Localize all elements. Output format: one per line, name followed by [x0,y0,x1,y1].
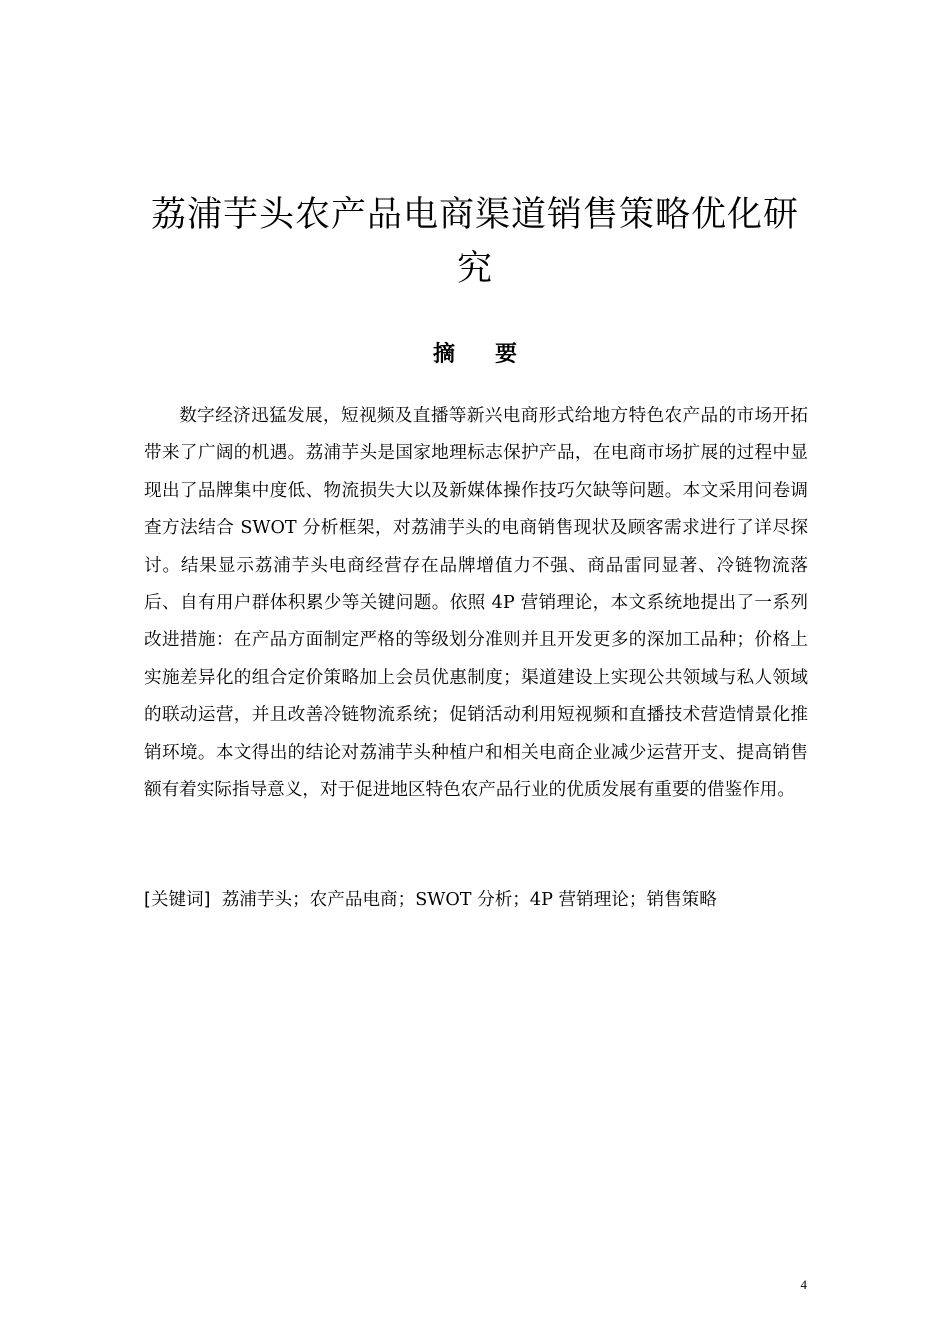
page-number: 4 [800,1277,807,1292]
abstract-body: 数字经济迅猛发展，短视频及直播等新兴电商形式给地方特色农产品的市场开拓带来了广阔的机遇。荔浦芋头是国家地理标志保护产品，在电商市场扩展的过程中显现出了品牌集中度低、物流损失大以及新媒体操作技巧欠缺等问题。本文采用问卷调查方法结合 SWOT 分析框架，对荔浦芋头的电商销售现状及顾客需求进行了详尽探讨。结果显示荔浦芋头电商经营存在品牌增值力不强、商品雷同显著、冷链物流落后、自有用户群体积累少等关键问题。依照 4P 营销理论，本文系统地提出了一系列改进措施：在产品方面制定严格的等级划分准则并且开发更多的深加工品种；价格上实施差异化的组合定价策略加上会员优惠制度；渠道建设上实现公共领域与私人领域的联动运营，并且改善冷链物流系统；促销活动利用短视频和直播技术营造情景化推销环境。本文得出的结论对荔浦芋头种植户和相关电商企业减少运营开支、提高销售额有着实际指导意义，对于促进地区特色农产品行业的优质发展有重要的借鉴作用。 [144,406,808,801]
abstract-heading: 摘要 [432,342,557,367]
page-title: 荔浦芋头农产品电商渠道销售策略优化研究 [150,195,799,289]
keywords-label: [关键词] [144,890,211,910]
keywords-text: 荔浦芋头；农产品电商；SWOT 分析；4P 营销理论；销售策略 [221,890,717,910]
keywords-line [144,884,808,916]
